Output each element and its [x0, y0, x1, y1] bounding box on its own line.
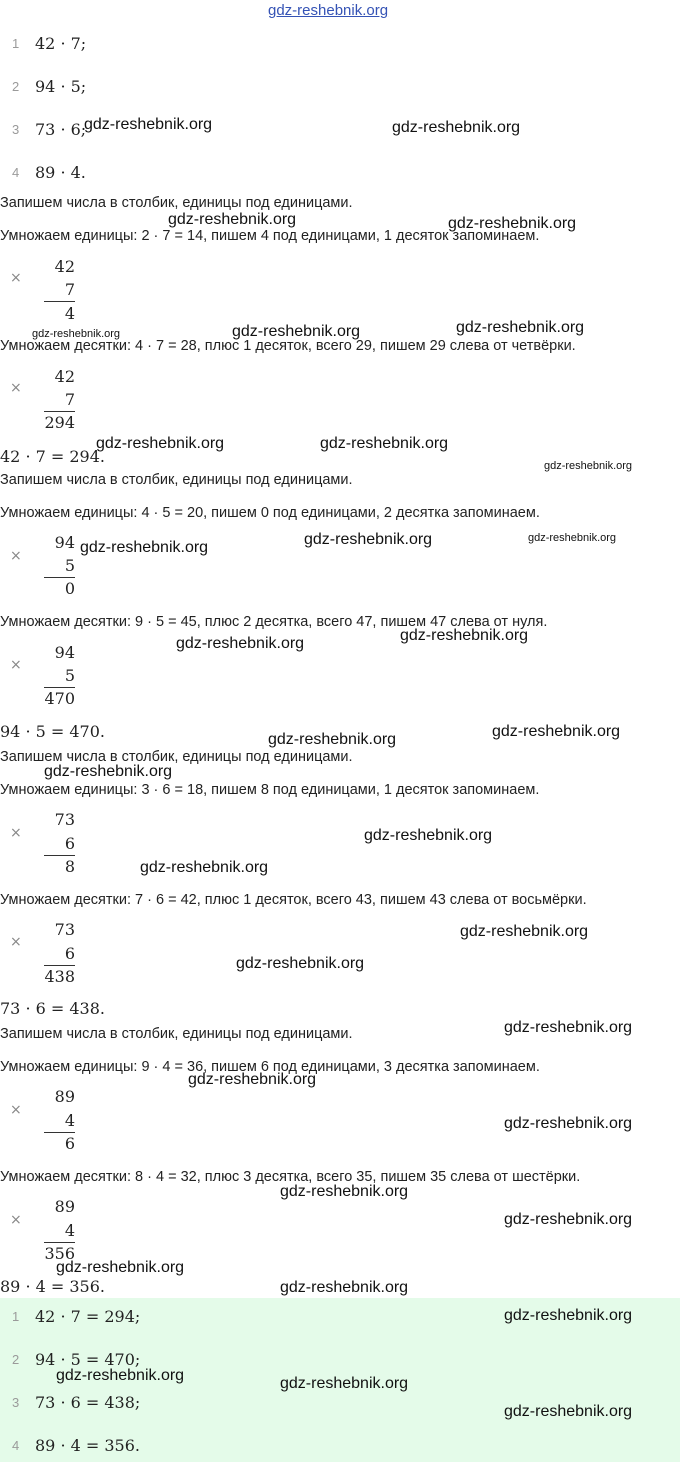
watermark: gdz-reshebnik.org	[232, 323, 361, 340]
watermark: gdz-reshebnik.org	[168, 211, 297, 228]
multiply-sign-icon: ×	[10, 1102, 22, 1118]
column-result: 8	[64, 857, 75, 876]
watermark: gdz-reshebnik.org	[56, 1259, 185, 1276]
column-result: 470	[44, 689, 75, 708]
column-result: 356	[44, 1244, 75, 1263]
column-top-number: 94	[54, 643, 75, 662]
watermark: gdz-reshebnik.org	[96, 435, 225, 452]
task-expression: 73 · 6;	[35, 120, 87, 139]
column-divider	[44, 1242, 75, 1243]
watermark: gdz-reshebnik.org	[504, 1403, 633, 1420]
task-expression: 94 · 5;	[35, 77, 87, 96]
watermark: gdz-reshebnik.org	[280, 1183, 409, 1200]
solution-intro: Запишем числа в столбик, единицы под единицами.	[0, 749, 353, 765]
watermark: gdz-reshebnik.org	[456, 319, 585, 336]
column-divider	[44, 411, 75, 412]
column-multiplier: 6	[64, 834, 75, 853]
task-expression: 42 · 7;	[35, 34, 87, 53]
column-divider	[44, 855, 75, 856]
column-result: 0	[64, 579, 75, 598]
multiply-sign-icon: ×	[10, 825, 22, 841]
column-top-number: 94	[54, 533, 75, 552]
column-result: 4	[64, 304, 75, 323]
watermark: gdz-reshebnik.org	[460, 923, 589, 940]
watermark: gdz-reshebnik.org	[364, 827, 493, 844]
column-result: 438	[44, 967, 75, 986]
task-index: 1	[12, 36, 20, 51]
solution-result: 42 · 7 = 294.	[0, 447, 105, 466]
watermark: gdz-reshebnik.org	[448, 215, 577, 232]
answer-index: 1	[12, 1309, 20, 1324]
watermark: gdz-reshebnik.org	[504, 1211, 633, 1228]
watermark: gdz-reshebnik.org	[304, 531, 433, 548]
column-top-number: 89	[54, 1087, 75, 1106]
column-multiplier: 6	[64, 944, 75, 963]
column-top-number: 89	[54, 1197, 75, 1216]
column-top-number: 42	[54, 367, 75, 386]
solution-step-tens: Умножаем десятки: 4 · 7 = 28, плюс 1 десяток, всего 29, пишем 29 слева от четвёрки.	[0, 338, 576, 354]
column-result: 294	[44, 413, 75, 432]
column-multiplier: 7	[64, 390, 75, 409]
multiply-sign-icon: ×	[10, 1212, 22, 1228]
watermark: gdz-reshebnik.org	[80, 539, 209, 556]
column-divider	[44, 301, 75, 302]
watermark: gdz-reshebnik.org	[188, 1071, 317, 1088]
task-index: 2	[12, 79, 20, 94]
solution-step-tens: Умножаем десятки: 9 · 5 = 45, плюс 2 десятка, всего 47, пишем 47 слева от нуля.	[0, 614, 548, 630]
watermark: gdz-reshebnik.org	[56, 1367, 185, 1384]
header-watermark-link[interactable]: gdz-reshebnik.org	[268, 2, 389, 19]
watermark: gdz-reshebnik.org	[504, 1115, 633, 1132]
column-top-number: 73	[54, 920, 75, 939]
watermark: gdz-reshebnik.org	[528, 532, 617, 544]
solution-result: 73 · 6 = 438.	[0, 999, 105, 1018]
column-multiplier: 5	[64, 666, 75, 685]
task-expression: 89 · 4.	[35, 163, 86, 182]
solution-step-units: Умножаем единицы: 9 · 4 = 36, пишем 6 под единицами, 3 десятка запоминаем.	[0, 1059, 540, 1075]
solution-intro: Запишем числа в столбик, единицы под единицами.	[0, 1026, 353, 1042]
answer-index: 2	[12, 1352, 20, 1367]
solution-step-units: Умножаем единицы: 3 · 6 = 18, пишем 8 под единицами, 1 десяток запоминаем.	[0, 782, 540, 798]
watermark: gdz-reshebnik.org	[140, 859, 269, 876]
watermark: gdz-reshebnik.org	[320, 435, 449, 452]
watermark: gdz-reshebnik.org	[176, 635, 305, 652]
watermark: gdz-reshebnik.org	[268, 731, 397, 748]
answer-expression: 73 · 6 = 438;	[35, 1393, 141, 1412]
column-multiplier: 7	[64, 280, 75, 299]
task-index: 3	[12, 122, 20, 137]
answer-index: 4	[12, 1438, 20, 1453]
solution-intro: Запишем числа в столбик, единицы под единицами.	[0, 195, 353, 211]
watermark: gdz-reshebnik.org	[236, 955, 365, 972]
column-multiplier: 5	[64, 556, 75, 575]
answer-expression: 89 · 4 = 356.	[35, 1436, 140, 1455]
watermark: gdz-reshebnik.org	[504, 1019, 633, 1036]
watermark: gdz-reshebnik.org	[504, 1307, 633, 1324]
multiply-sign-icon: ×	[10, 270, 22, 286]
multiply-sign-icon: ×	[10, 548, 22, 564]
column-divider	[44, 577, 75, 578]
column-top-number: 42	[54, 257, 75, 276]
multiply-sign-icon: ×	[10, 934, 22, 950]
solution-intro: Запишем числа в столбик, единицы под единицами.	[0, 472, 353, 488]
column-top-number: 73	[54, 810, 75, 829]
column-multiplier: 4	[64, 1221, 75, 1240]
watermark: gdz-reshebnik.org	[400, 627, 529, 644]
watermark: gdz-reshebnik.org	[492, 723, 621, 740]
watermark: gdz-reshebnik.org	[84, 116, 213, 133]
watermark: gdz-reshebnik.org	[392, 119, 521, 136]
watermark: gdz-reshebnik.org	[280, 1375, 409, 1392]
watermark: gdz-reshebnik.org	[280, 1279, 409, 1296]
solution-step-units: Умножаем единицы: 2 · 7 = 14, пишем 4 под единицами, 1 десяток запоминаем.	[0, 228, 540, 244]
multiply-sign-icon: ×	[10, 657, 22, 673]
solution-step-units: Умножаем единицы: 4 · 5 = 20, пишем 0 под единицами, 2 десятка запоминаем.	[0, 505, 540, 521]
solution-result: 94 · 5 = 470.	[0, 722, 105, 741]
answer-expression: 94 · 5 = 470;	[35, 1350, 141, 1369]
watermark: gdz-reshebnik.org	[544, 460, 633, 472]
answer-index: 3	[12, 1395, 20, 1410]
multiply-sign-icon: ×	[10, 380, 22, 396]
watermark: gdz-reshebnik.org	[44, 763, 173, 780]
task-index: 4	[12, 165, 20, 180]
column-divider	[44, 687, 75, 688]
column-divider	[44, 965, 75, 966]
watermark: gdz-reshebnik.org	[32, 328, 121, 340]
solution-step-tens: Умножаем десятки: 8 · 4 = 32, плюс 3 десятка, всего 35, пишем 35 слева от шестёрки.	[0, 1169, 581, 1185]
column-result: 6	[64, 1134, 75, 1153]
solution-result: 89 · 4 = 356.	[0, 1277, 105, 1296]
answer-expression: 42 · 7 = 294;	[35, 1307, 141, 1326]
column-multiplier: 4	[64, 1111, 75, 1130]
solution-step-tens: Умножаем десятки: 7 · 6 = 42, плюс 1 десяток, всего 43, пишем 43 слева от восьмёрки.	[0, 892, 587, 908]
column-divider	[44, 1132, 75, 1133]
